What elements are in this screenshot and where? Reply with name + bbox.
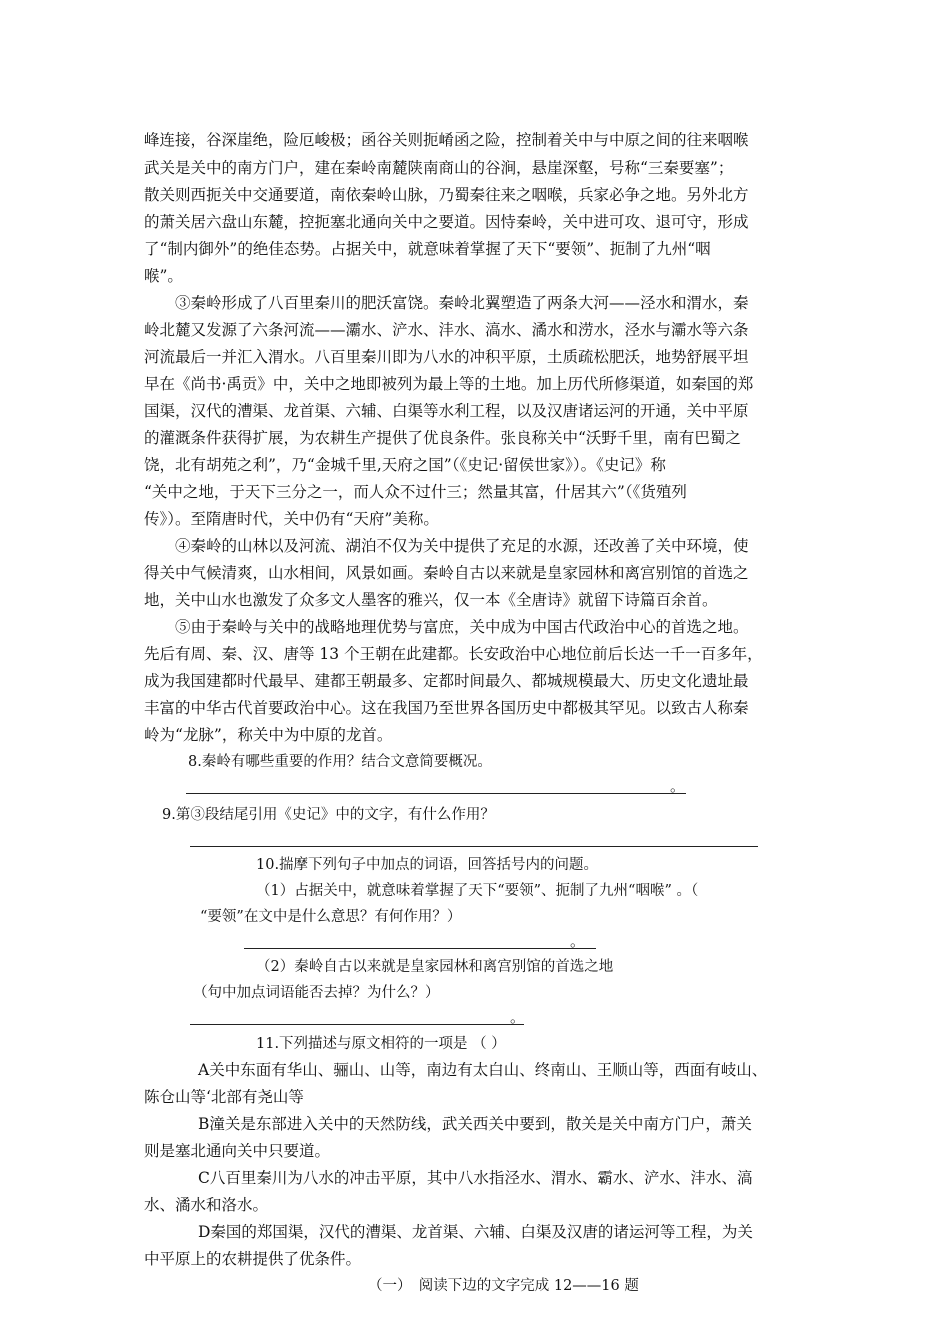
answer-period: 。 xyxy=(510,1008,526,1026)
text-line: 的灌溉条件获得扩展，为农耕生产提供了优良条件。张良称关中“沃野千里，南有巴蜀之 xyxy=(144,429,741,447)
answer-line-q10-2[interactable] xyxy=(190,1024,524,1025)
answer-line-q10-1[interactable] xyxy=(244,948,596,949)
text-line: 饶，北有胡苑之利”，乃“金城千里,天府之国”（《史记·留侯世家》）。《史记》称 xyxy=(144,456,666,474)
text-line: 先后有周、秦、汉、唐等 13 个王朝在此建都。长安政治中心地位前后长达一千一百多年， xyxy=(144,645,763,663)
answer-line-q9[interactable] xyxy=(190,846,758,847)
question-10-2-prompt: （句中加点词语能否去掉？为什么？） xyxy=(193,985,440,1001)
answer-period: 。 xyxy=(570,932,586,950)
text-line: 散关则西扼关中交通要道，南依秦岭山脉，乃蜀秦往来之咽喉，兵家必争之地。另外北方 xyxy=(144,186,749,204)
text-line: 得关中气候清爽，山水相间，风景如画。秦岭自古以来就是皇家园林和离宫别馆的首选之 xyxy=(144,564,749,582)
text-line: “关中之地，于天下三分之一，而人众不过什三；然量其富，什居其六”（《货殖列 xyxy=(144,483,687,501)
option-line: 中平原上的农耕提供了优条件。 xyxy=(144,1250,362,1268)
answer-period: 。 xyxy=(670,777,686,795)
option-line: A关中东面有华山、骊山、山等，南边有太白山、终南山、王顺山等，西面有岐山、 xyxy=(198,1061,768,1079)
text-line: 岭为“龙脉”，称关中为中原的龙首。 xyxy=(144,726,393,744)
answer-line-q8[interactable] xyxy=(186,793,686,794)
question-10-1: （1）占据关中，就意味着掌握了天下“要领”、扼制了九州“咽喉” 。（ xyxy=(256,883,699,899)
text-line: 喉”。 xyxy=(144,267,183,285)
question-8: 8.秦岭有哪些重要的作用？结合文意简要概况。 xyxy=(188,754,492,770)
text-line: 国渠，汉代的漕渠、龙首渠、六辅、白渠等水利工程，以及汉唐诸运河的开通，关中平原 xyxy=(144,402,749,420)
question-9: 9.第③段结尾引用《史记》中的文字，有什么作用？ xyxy=(162,807,495,823)
text-line: ⑤由于秦岭与关中的战略地理优势与富庶，关中成为中国古代政治中心的首选之地。 xyxy=(175,618,749,636)
text-line: ④秦岭的山林以及河流、湖泊不仅为关中提供了充足的水源，还改善了关中环境，使 xyxy=(175,537,749,555)
text-line: 河流最后一并汇入渭水。八百里秦川即为八水的冲积平原，土质疏松肥沃，地势舒展平坦 xyxy=(144,348,749,366)
option-line: B潼关是东部进入关中的天然防线，武关西关中要到，散关是关中南方门户，萧关 xyxy=(198,1115,752,1133)
option-line: D秦国的郑国渠，汉代的漕渠、龙首渠、六辅、白渠及汉唐的诸运河等工程，为关 xyxy=(198,1223,753,1241)
option-line: C八百里秦川为八水的冲击平原，其中八水指泾水、渭水、霸水、浐水、沣水、滈 xyxy=(198,1169,753,1187)
question-11: 11.下列描述与原文相符的一项是 （ ） xyxy=(256,1036,506,1052)
section-heading: （一） 阅读下边的文字完成 12——16 题 xyxy=(368,1278,639,1294)
text-line: ③秦岭形成了八百里秦川的肥沃富饶。秦岭北翼塑造了两条大河——泾水和渭水，秦 xyxy=(175,294,749,312)
option-line: 水、潏水和洛水。 xyxy=(144,1196,269,1214)
text-line: 地，关中山水也激发了众多文人墨客的雅兴，仅一本《全唐诗》就留下诗篇百余首。 xyxy=(144,591,718,609)
text-line: 的萧关居六盘山东麓，控扼塞北通向关中之要道。因恃秦岭，关中进可攻、退可守，形成 xyxy=(144,213,749,231)
option-line: 陈仓山等‘北部有尧山等 xyxy=(144,1088,304,1106)
text-line: 传》）。至隋唐时代，关中仍有“天府”美称。 xyxy=(144,510,439,528)
text-line: 早在《尚书·禹贡》中，关中之地即被列为最上等的土地。加上历代所修渠道，如秦国的郑 xyxy=(144,375,754,393)
text-line: 丰富的中华古代首要政治中心。这在我国乃至世界各国历史中都极其罕见。以致古人称秦 xyxy=(144,699,749,717)
question-10: 10.揣摩下列句子中加点的词语，回答括号内的问题。 xyxy=(256,857,599,873)
text-line: 岭北麓又发源了六条河流——灞水、浐水、沣水、滈水、潏水和涝水，泾水与灞水等六条 xyxy=(144,321,749,339)
text-line: 武关是关中的南方门户，建在秦岭南麓陕南商山的谷涧，悬崖深壑，号称“三秦要塞”； xyxy=(144,159,734,177)
text-line: 成为我国建都时代最早、建都王朝最多、定都时间最久、都城规模最大、历史文化遗址最 xyxy=(144,672,749,690)
question-10-2: （2）秦岭自古以来就是皇家园林和离宫别馆的首选之地 xyxy=(256,959,614,975)
text-line: 了“制内御外”的绝佳态势。占据关中，就意味着掌握了天下“要领”、扼制了九州“咽 xyxy=(144,240,711,258)
text-line: 峰连接，谷深崖绝，险厄峻极；函谷关则扼崤函之险，控制着关中与中原之间的往来咽喉 xyxy=(144,131,749,149)
question-10-1-prompt: “要领”在文中是什么意思？有何作用？） xyxy=(200,909,462,925)
option-line: 则是塞北通向关中只要道。 xyxy=(144,1142,331,1160)
